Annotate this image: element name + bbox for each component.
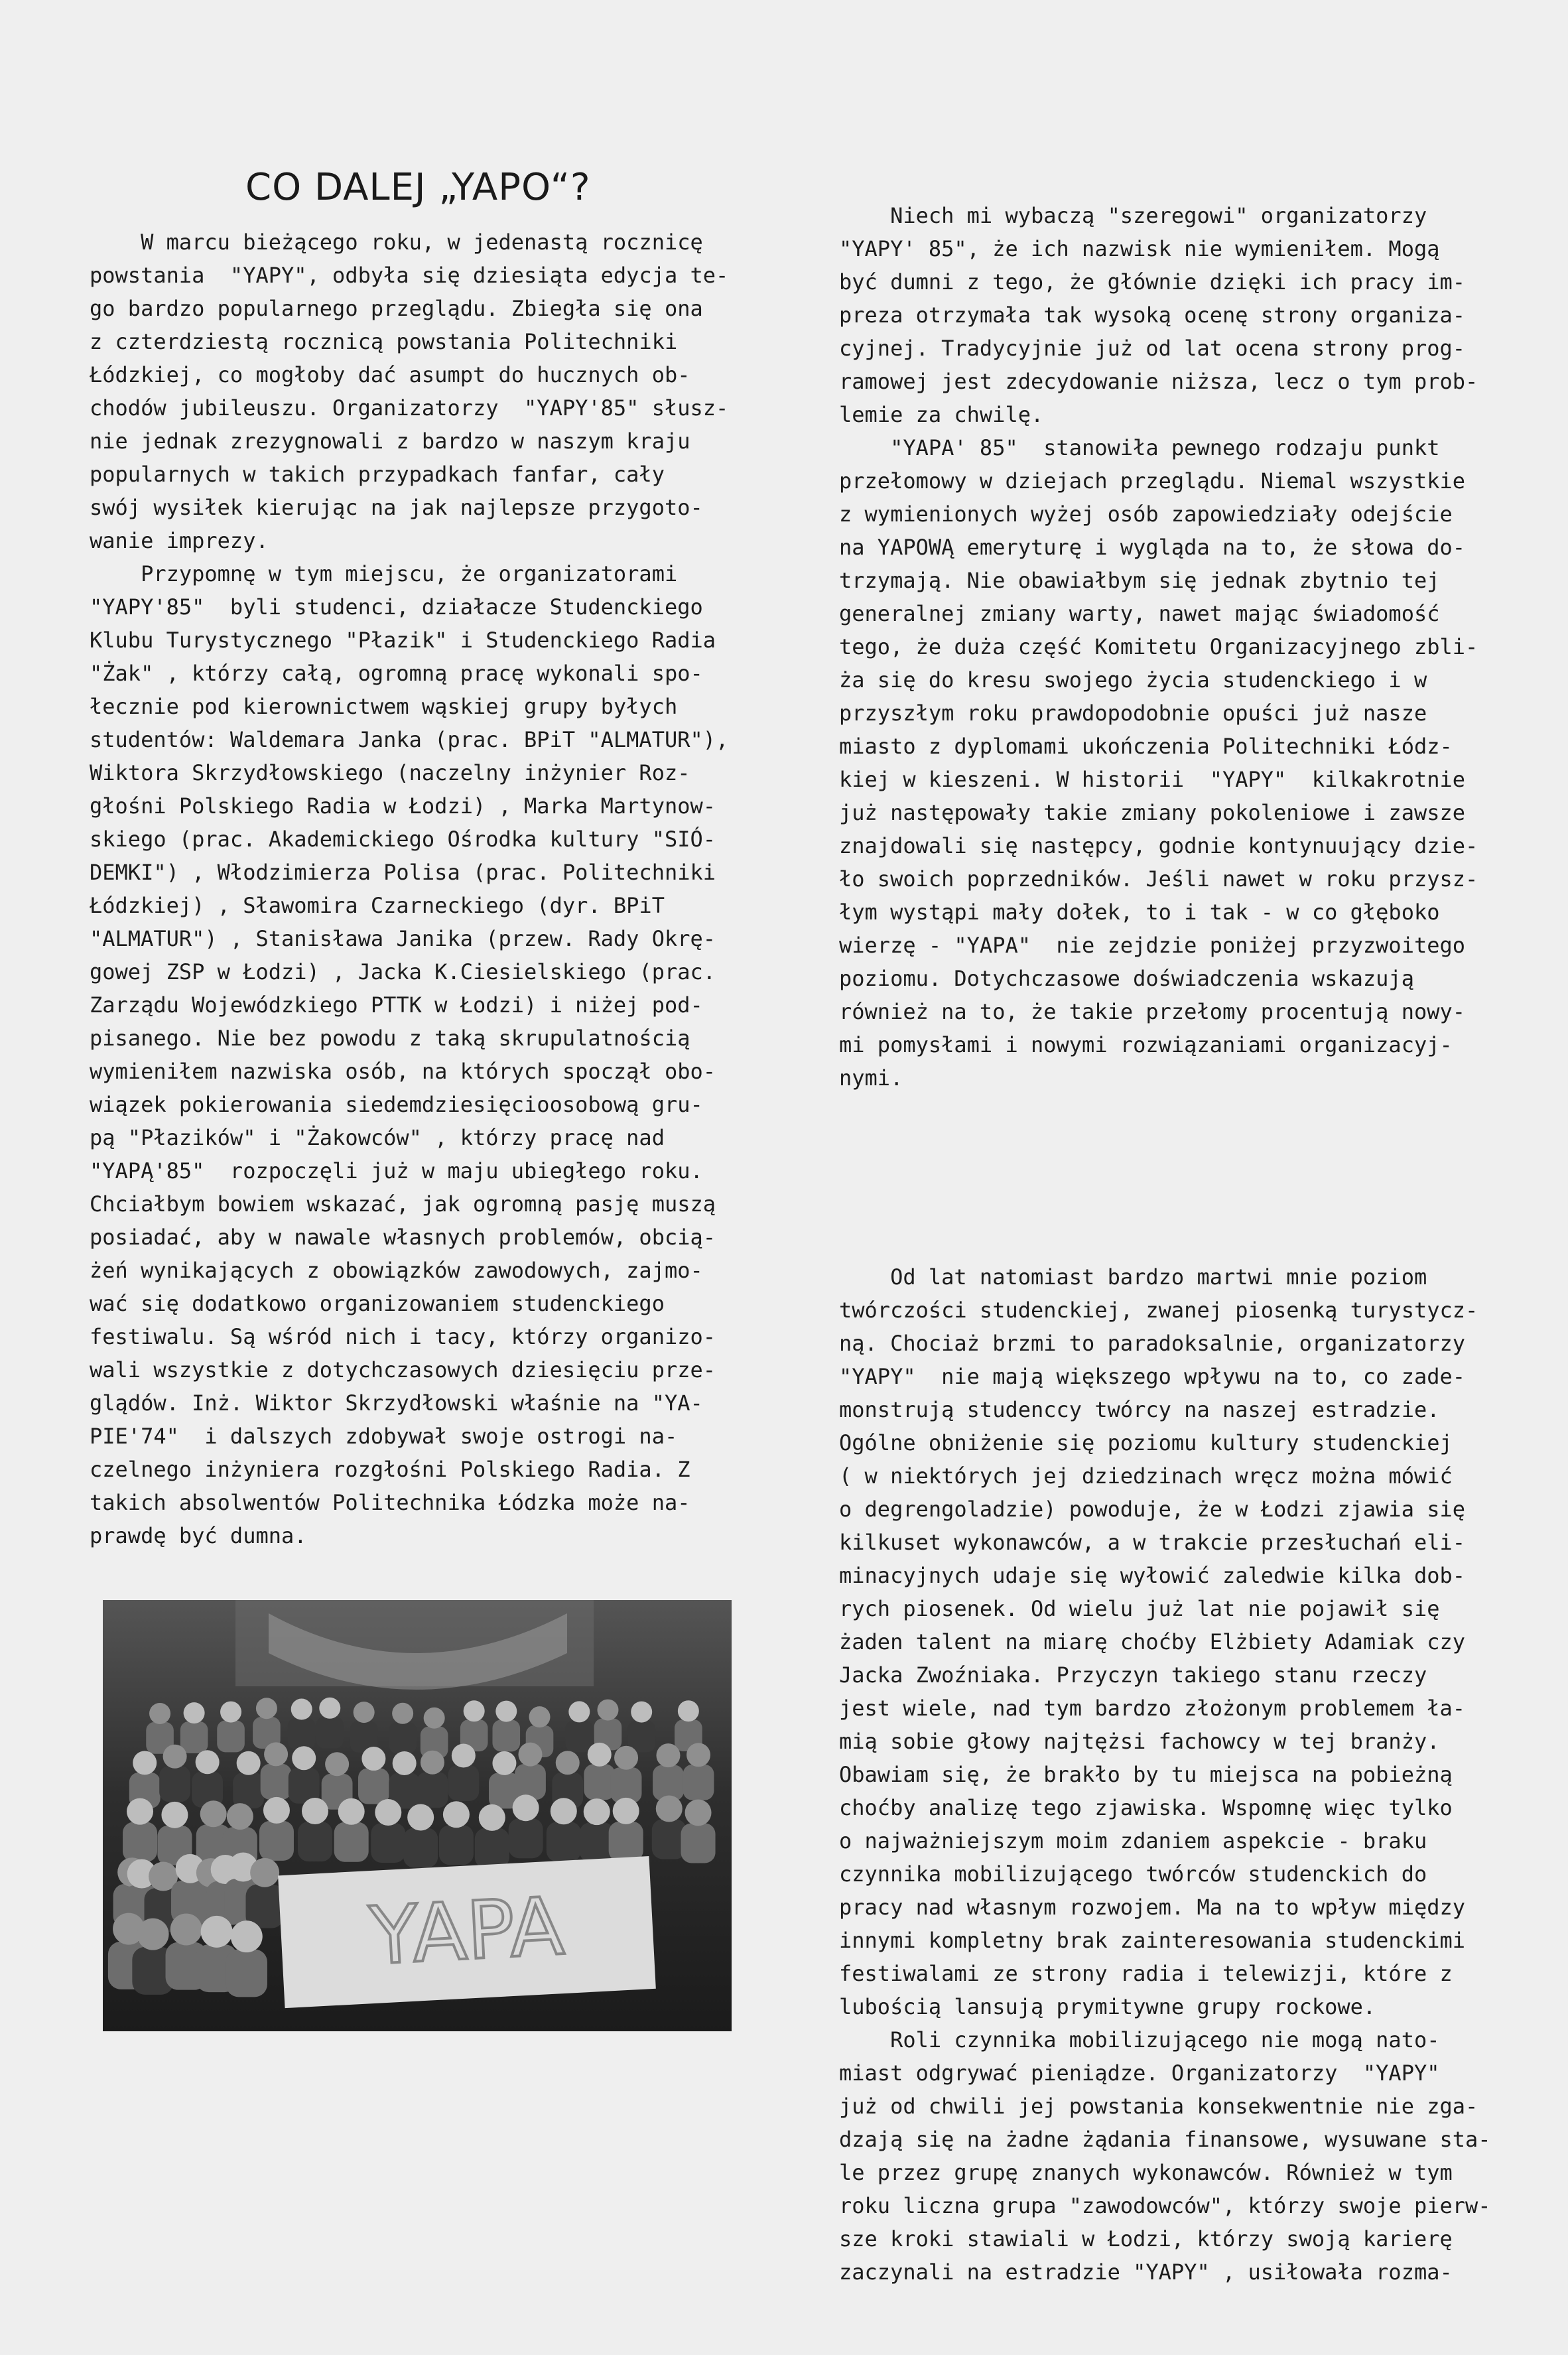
text-line: mią sobie głowy najtężsi fachowcy w tej branży.: [839, 1729, 1440, 1754]
text-line: glądów. Inż. Wiktor Skrzydłowski właśnie na "YA-: [90, 1390, 703, 1416]
article-title: CO DALEJ „YAPO“?: [245, 166, 591, 209]
text-line: mi pomysłami i nowymi rozwiązaniami organizacyj-: [839, 1032, 1453, 1057]
right-column: [839, 133, 1529, 2355]
text-line: Zarządu Wojewódzkiego PTTK w Łodzi) i niżej pod-: [90, 992, 703, 1018]
text-line: chodów jubileuszu. Organizatorzy "YAPY'85" słusz-: [90, 395, 729, 421]
group-photo-image: [103, 1600, 732, 2031]
text-line: z czterdziestą rocznicą powstania Politechniki: [90, 329, 678, 354]
text-line: pisanego. Nie bez powodu z taką skrupulatnością: [90, 1026, 690, 1051]
text-line: ło swoich poprzedników. Jeśli nawet w roku przysz-: [839, 866, 1478, 892]
text-line: znajdowali się następcy, godnie kontynuujący dzie-: [839, 833, 1478, 858]
text-line: czynnika mobilizującego twórców studenckich do: [839, 1861, 1427, 1887]
text-line: studentów: Waldemara Janka (prac. BPiT "ALMATUR"),: [90, 727, 729, 752]
text-line: Łódzkiej) , Sławomira Czarneckiego (dyr. BPiT: [90, 893, 665, 918]
text-line: Łódzkiej, co mogłoby dać asumpt do hucznych ob-: [90, 362, 690, 387]
text-line: pą "Płazików" i "Żakowców" , którzy pracę nad: [90, 1125, 665, 1150]
group-photo: [103, 1600, 732, 2031]
right-column-part-1: [839, 199, 1529, 1095]
text-line: miasto z dyplomami ukończenia Politechniki Łódz-: [839, 734, 1453, 759]
text-line: zaczynali na estradzie "YAPY" , usiłowała rozma-: [839, 2259, 1453, 2285]
text-line: le przez grupę znanych wykonawców. Również w tym: [839, 2160, 1453, 2185]
text-line: generalnej zmiany warty, nawet mając świadomość: [839, 601, 1440, 626]
text-line: festiwalu. Są wśród nich i tacy, którzy organizo-: [90, 1324, 716, 1349]
text-line: ( w niektórych jej dziedzinach wręcz można mówić: [839, 1463, 1453, 1489]
text-line: Ogólne obniżenie się poziomu kultury studenckiej: [839, 1430, 1453, 1455]
text-line: wanie imprezy.: [90, 528, 269, 553]
text-line: minacyjnych udaje się wyłowić zaledwie kilka dob-: [839, 1563, 1466, 1588]
text-line: wali wszystkie z dotychczasowych dziesięciu prze-: [90, 1357, 716, 1382]
text-line: miast odgrywać pieniądze. Organizatorzy "YAPY": [839, 2060, 1440, 2086]
text-line: z wymienionych wyżej osób zapowiedziały odejście: [839, 502, 1453, 527]
text-line: "YAPA' 85" stanowiła pewnego rodzaju punkt: [839, 435, 1440, 460]
text-line: być dumni z tego, że głównie dzięki ich pracy im-: [839, 269, 1466, 295]
text-line: "Żak" , którzy całą, ogromną pracę wykonali spo-: [90, 661, 703, 686]
text-line: lubością lansują prymitywne grupy rockowe.: [839, 1994, 1376, 2019]
text-line: przełomowy w dziejach przeglądu. Niemal wszystkie: [839, 468, 1466, 494]
text-line: go bardzo popularnego przeglądu. Zbiegła się ona: [90, 296, 703, 321]
text-line: roku liczna grupa "zawodowców", którzy swoje pierw-: [839, 2193, 1491, 2218]
text-line: gowej ZSP w Łodzi) , Jacka K.Ciesielskiego (prac.: [90, 959, 716, 984]
text-line: łym wystąpi mały dołek, to i tak - w co głęboko: [839, 900, 1440, 925]
text-line: prawdę być dumna.: [90, 1523, 307, 1548]
text-line: W marcu bieżącego roku, w jedenastą rocznicę: [90, 230, 703, 255]
text-line: ną. Chociaż brzmi to paradoksalnie, organizatorzy: [839, 1331, 1466, 1356]
text-line: tego, że duża część Komitetu Organizacyjnego zbli-: [839, 634, 1478, 659]
banner-text: YAPA: [367, 1880, 566, 1984]
text-line: DEMKI") , Włodzimierza Polisa (prac. Politechniki: [90, 860, 716, 885]
text-line: nymi.: [839, 1065, 903, 1091]
text-line: ża się do kresu swojego życia studenckiego i w: [839, 667, 1427, 693]
text-line: Jacka Zwoźniaka. Przyczyn takiego stanu rzeczy: [839, 1662, 1427, 1688]
text-line: kilkuset wykonawców, a w trakcie przesłuchań eli-: [839, 1530, 1466, 1555]
text-line: powstania "YAPY", odbyła się dziesiąta edycja te-: [90, 263, 729, 288]
text-line: Chciałbym bowiem wskazać, jak ogromną pasję muszą: [90, 1191, 716, 1217]
text-line: wymieniłem nazwiska osób, na których spoczął obo-: [90, 1059, 716, 1084]
text-line: "ALMATUR") , Stanisława Janika (przew. Rady Okrę-: [90, 926, 716, 951]
text-line: preza otrzymała tak wysoką ocenę strony organiza-: [839, 303, 1466, 328]
text-line: "YAPY' 85", że ich nazwisk nie wymieniłem. Mogą: [839, 236, 1440, 261]
text-line: "YAPY" nie mają większego wpływu na to, co zade-: [839, 1364, 1466, 1389]
text-line: o najważniejszym moim zdaniem aspekcie - braku: [839, 1828, 1427, 1853]
text-line: żeń wynikających z obowiązków zawodowych, zajmo-: [90, 1258, 703, 1283]
text-line: jest wiele, nad tym bardzo złożonym problemem ła-: [839, 1696, 1466, 1721]
text-line: poziomu. Dotychczasowe doświadczenia wskazują: [839, 966, 1414, 991]
text-line: Wiktora Skrzydłowskiego (naczelny inżynier Roz-: [90, 760, 690, 785]
left-column: [90, 226, 779, 1552]
text-line: żaden talent na miarę choćby Elżbiety Adamiak czy: [839, 1629, 1466, 1654]
text-line: festiwalami ze strony radia i telewizji, które z: [839, 1961, 1453, 1986]
text-line: kiej w kieszeni. W historii "YAPY" kilkakrotnie: [839, 767, 1466, 792]
text-line: wiązek pokierowania siedemdziesięcioosobową gru-: [90, 1092, 703, 1117]
text-line: PIE'74" i dalszych zdobywał swoje ostrogi na-: [90, 1424, 678, 1449]
text-line: innymi kompletny brak zainteresowania studenckimi: [839, 1928, 1466, 1953]
text-line: głośni Polskiego Radia w Łodzi) , Marka Martynow-: [90, 793, 716, 819]
text-line: nie jednak zrezygnowali z bardzo w naszym kraju: [90, 429, 690, 454]
text-line: monstrują studenccy twórcy na naszej estradzie.: [839, 1397, 1440, 1422]
text-line: takich absolwentów Politechnika Łódzka może na-: [90, 1490, 690, 1515]
text-line: dzają się na żadne żądania finansowe, wysuwane sta-: [839, 2127, 1491, 2152]
text-line: Niech mi wybaczą "szeregowi" organizatorzy: [839, 203, 1427, 228]
text-line: Klubu Turystycznego "Płazik" i Studenckiego Radia: [90, 628, 716, 653]
text-line: "YAPY'85" byli studenci, działacze Studenckiego: [90, 594, 703, 620]
text-line: swój wysiłek kierując na jak najlepsze przygoto-: [90, 495, 703, 520]
text-line: lemie za chwilę.: [839, 402, 1044, 427]
text-line: wierzę - "YAPA" nie zejdzie poniżej przyzwoitego: [839, 933, 1466, 958]
text-line: rych piosenek. Od wielu już lat nie pojawił się: [839, 1596, 1440, 1621]
text-line: sze kroki stawiali w Łodzi, którzy swoją karierę: [839, 2226, 1453, 2252]
text-line: przyszłym roku prawdopodobnie opuści już nasze: [839, 701, 1427, 726]
text-line: choćby analizę tego zjawiska. Wspomnę więc tylko: [839, 1795, 1453, 1820]
text-line: pracy nad własnym rozwojem. Ma na to wpływ między: [839, 1895, 1466, 1920]
text-line: Od lat natomiast bardzo martwi mnie poziom: [839, 1264, 1427, 1290]
text-line: również na to, że takie przełomy procentują nowy-: [839, 999, 1466, 1024]
text-line: "YAPĄ'85" rozpoczęli już w maju ubiegłego roku.: [90, 1158, 703, 1183]
yapa-banner: [278, 1856, 656, 2008]
text-line: Przypomnę w tym miejscu, że organizatorami: [90, 561, 678, 586]
text-line: Roli czynnika mobilizującego nie mogą nato-: [839, 2027, 1440, 2052]
text-line: ramowej jest zdecydowanie niższa, lecz o tym prob-: [839, 369, 1478, 394]
right-column-part-2: [839, 1260, 1529, 2289]
text-line: popularnych w takich przypadkach fanfar, cały: [90, 462, 665, 487]
text-line: czelnego inżyniera rozgłośni Polskiego Radia. Z: [90, 1457, 690, 1482]
text-line: skiego (prac. Akademickiego Ośrodka kultury "SIÓ-: [90, 827, 716, 852]
text-line: posiadać, aby w nawale własnych problemów, obcią-: [90, 1225, 716, 1250]
text-line: twórczości studenckiej, zwanej piosenką turystycz-: [839, 1298, 1478, 1323]
text-line: łecznie pod kierownictwem wąskiej grupy byłych: [90, 694, 678, 719]
text-line: już od chwili jej powstania konsekwentnie nie zga-: [839, 2094, 1478, 2119]
text-line: trzymają. Nie obawiałbym się jednak zbytnio tej: [839, 568, 1440, 593]
text-line: na YAPOWĄ emeryturę i wygląda na to, że słowa do-: [839, 535, 1466, 560]
text-line: o degrengoladzie) powoduje, że w Łodzi zjawia się: [839, 1497, 1466, 1522]
text-line: Obawiam się, że brakło by tu miejsca na pobieżną: [839, 1762, 1453, 1787]
text-line: cyjnej. Tradycyjnie już od lat ocena strony prog-: [839, 336, 1466, 361]
text-line: wać się dodatkowo organizowaniem studenckiego: [90, 1291, 665, 1316]
text-line: już następowały takie zmiany pokoleniowe i zawsze: [839, 800, 1466, 825]
